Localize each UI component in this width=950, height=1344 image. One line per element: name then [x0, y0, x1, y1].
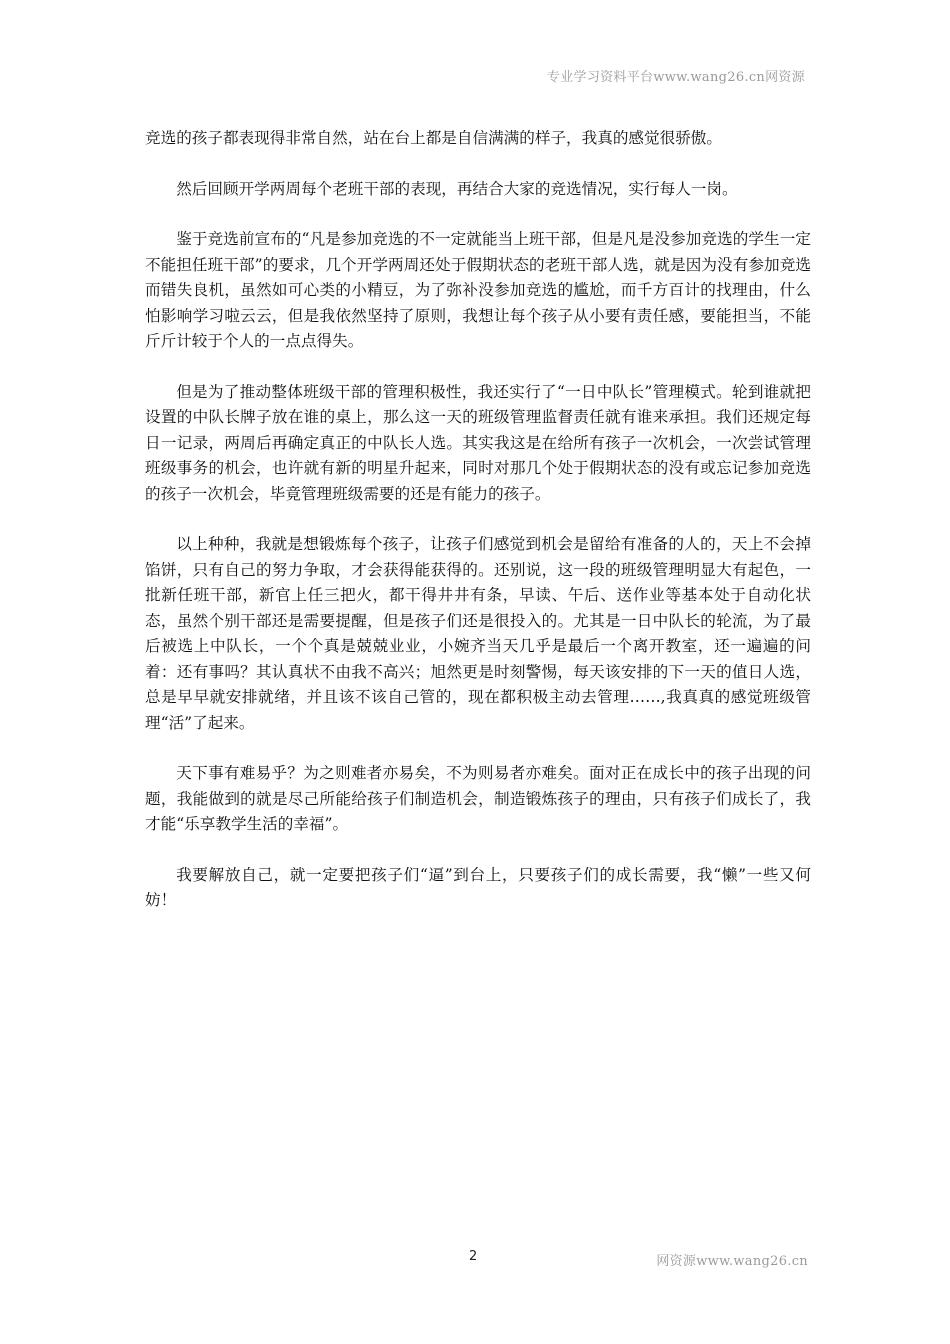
document-body — [145, 126, 811, 939]
paragraph: 鉴于竞选前宣布的“凡是参加竞选的不一定就能当上班干部，但是凡是没参加竞选的学生一定不能担任班干部”的要求，几个开学两周还处于假期状态的老班干部人选，就是因为没有参加竞选而错失良机，虽然如可心类的小精豆，为了弥补没参加竞选的尴尬，而千方百计的找理由，什么怕影响学习啦云云，但是我依然坚持了原则，我想让每个孩子从小要有责任感，要能担当，不能斤斤计较于个人的一点点得失。 — [145, 230, 811, 350]
header-watermark: 专业学习资料平台www.wang26.cn网资源 — [546, 70, 805, 85]
paragraph: 然后回顾开学两周每个老班干部的表现，再结合大家的竞选情况，实行每人一岗。 — [176, 179, 738, 198]
paragraph: 天下事有难易乎？为之则难者亦易矣，不为则易者亦难矣。面对正在成长中的孩子出现的问题，我能做到的就是尽己所能给孩子们制造机会，制造锻炼孩子的理由，只有孩子们成长了，我才能“乐享教学生活的幸福”。 — [145, 764, 811, 833]
paragraph-continuation: 竞选的孩子都表现得非常自然，站在台上都是自信满满的样子，我真的感觉很骄傲。 — [145, 129, 722, 147]
paragraph: 但是为了推动整体班级干部的管理积极性，我还实行了“一日中队长”管理模式。轮到谁就把设置的中队长牌子放在谁的桌上，那么这一天的班级管理监督责任就有谁来承担。我们还规定每日一记录，两周后再确定真正的中队长人选。其实我这是在给所有孩子一次机会，一次尝试管理班级事务的机会，也许就有新的明星升起来，同时对那几个处于假期状态的没有或忘记参加竞选的孩子一次机会，毕竟管理班级需要的还是有能力的孩子。 — [145, 382, 811, 503]
footer-watermark: 网资源www.wang26.cn — [656, 1254, 808, 1269]
paragraph: 我要解放自己，就一定要把孩子们“逼”到台上，只要孩子们的成长需要，我“懒”一些又何妨！ — [145, 865, 811, 909]
paragraph: 以上种种，我就是想锻炼每个孩子，让孩子们感觉到机会是留给有准备的人的，天上不会掉馅饼，只有自己的努力争取，才会获得能获得的。还别说，这一段的班级管理明显大有起色，一批新任班干部，新官上任三把火，都干得井井有条，早读、午后、送作业等基本处于自动化状态，虽然个别干部还是需要提醒，但是孩子们还是很投入的。尤其是一日中队长的轮流，为了最后被选上中队长，一个个真是兢兢业业，小婉齐当天几乎是最后一个离开教室，还一遍遍的问着：还有事吗？其认真状不由我不高兴；旭然更是时刻警惕，每天该安排的下一天的值日人选，总是早早就安排就绪，并且该不该自己管的，现在都积极主动去管理……,我真真的感觉班级管理“活”了起来。 — [145, 535, 811, 732]
page-number: 2 — [469, 1249, 478, 1264]
